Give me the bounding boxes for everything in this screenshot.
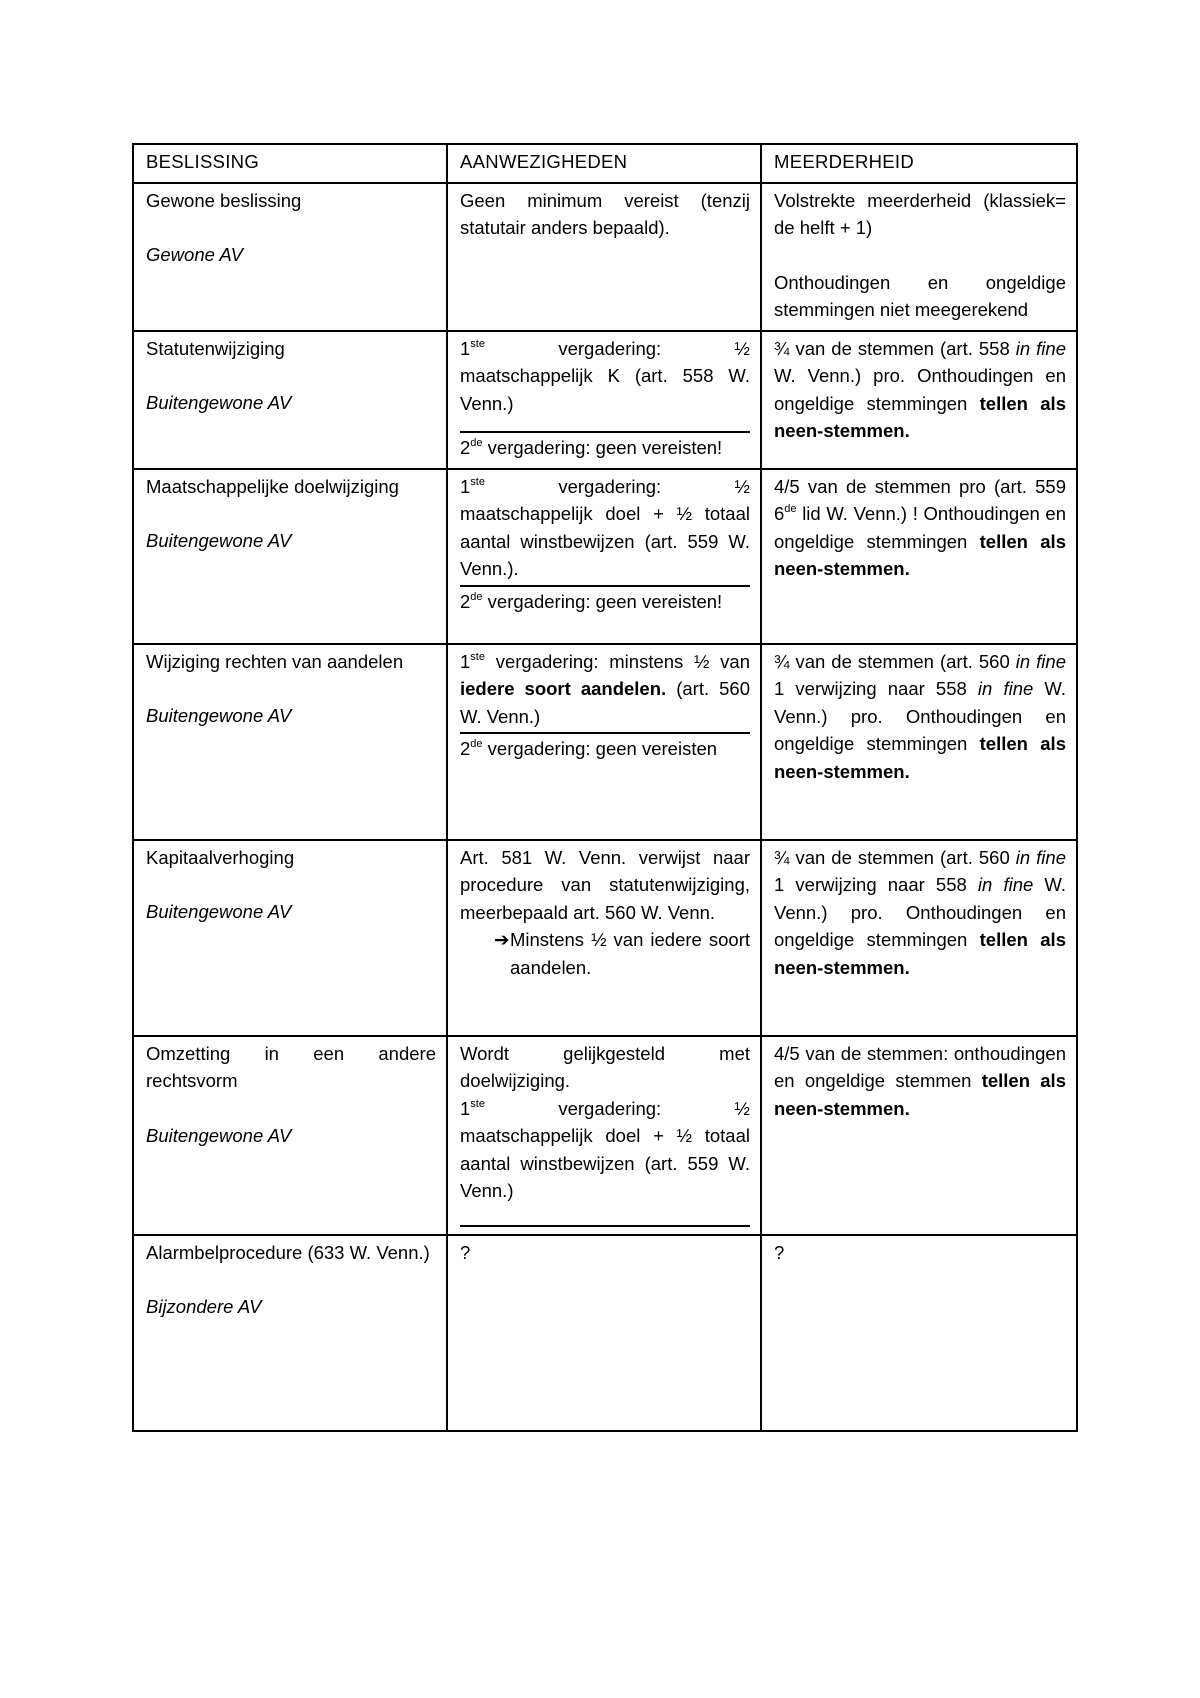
header-beslissing: BESLISSING [133, 144, 447, 183]
majority-cell [761, 331, 1077, 469]
presence-text: ? [460, 1241, 471, 1263]
presence-cell [447, 469, 761, 644]
table-row [133, 840, 1077, 1036]
majority-cell [761, 469, 1077, 644]
first-meeting-text: 1ste vergadering: minstens ½ van iedere soort aandelen. (art. 560 W. Venn.) [460, 650, 750, 727]
table-row [133, 1036, 1077, 1235]
arrow-item [460, 926, 750, 981]
decision-title: Gewone beslissing [146, 189, 302, 211]
second-meeting-text: 2de vergadering: geen vereisten! [460, 590, 723, 612]
majority-text: 4/5 van de stemmen: onthoudingen en ongeldige stemmen tellen als neen-stemmen. [774, 1042, 1066, 1119]
majority-cell [761, 183, 1077, 331]
divider-line [460, 732, 750, 734]
majority-note: Onthoudingen en ongeldige stemmingen niet meegerekend [774, 271, 1066, 320]
table-row [133, 469, 1077, 644]
decision-title: Alarmbelprocedure (633 W. Venn.) [146, 1241, 430, 1263]
presence-cell [447, 1036, 761, 1235]
table-row [133, 644, 1077, 840]
decision-cell [133, 644, 447, 840]
presence-text: Wordt gelijkgesteld met doelwijziging. [460, 1042, 750, 1091]
meeting-type: Buitengewone AV [146, 530, 292, 551]
decision-title: Maatschappelijke doelwijziging [146, 475, 399, 497]
divider-line [460, 431, 750, 433]
decision-cell [133, 469, 447, 644]
decision-cell [133, 1036, 447, 1235]
presence-cell [447, 1235, 761, 1431]
presence-cell [447, 183, 761, 331]
majority-cell [761, 644, 1077, 840]
presence-cell [447, 644, 761, 840]
second-meeting-text: 2de vergadering: geen vereisten! [460, 437, 723, 458]
decision-title: Omzetting in een andere rechtsvorm [146, 1042, 436, 1091]
presence-text: Art. 581 W. Venn. verwijst naar procedure van statutenwijziging, meerbepaald art. 560 W. Venn. [460, 846, 750, 923]
meeting-type: Buitengewone AV [146, 901, 292, 922]
arrow-right-icon: ➔ [494, 929, 510, 950]
table-row [133, 1235, 1077, 1431]
meeting-type: Buitengewone AV [146, 705, 292, 726]
meeting-type: Gewone AV [146, 244, 244, 265]
meeting-type: Buitengewone AV [146, 1124, 292, 1146]
divider-line [460, 585, 750, 587]
decision-cell [133, 183, 447, 331]
decision-title: Wijziging rechten van aandelen [146, 650, 404, 672]
second-meeting-text: 2de vergadering: geen vereisten [460, 738, 718, 759]
first-meeting-text: 1ste vergadering: ½ maatschappelijk doel + ½ totaal aantal winstbewijzen (art. 559 W. Venn.). [460, 475, 750, 579]
decision-cell [133, 331, 447, 469]
majority-text: ? [774, 1241, 785, 1263]
majority-cell [761, 1036, 1077, 1235]
decision-cell [133, 840, 447, 1036]
table-row [133, 183, 1077, 331]
decision-title: Statutenwijziging [146, 337, 285, 359]
majority-text: ¾ van de stemmen (art. 560 in fine 1 verwijzing naar 558 in fine W. Venn.) pro. Onthoudingen en ongeldige stemmingen tellen als neen-stemmen. [774, 846, 1066, 978]
majority-cell [761, 1235, 1077, 1431]
presence-cell [447, 331, 761, 469]
header-meerderheid: MEERDERHEID [761, 144, 1077, 183]
meeting-type: Buitengewone AV [146, 392, 292, 413]
arrow-item-text: Minstens ½ van iedere soort aandelen. [510, 929, 750, 978]
meeting-type: Bijzondere AV [146, 1296, 262, 1317]
majority-text: 4/5 van de stemmen pro (art. 559 6de lid W. Venn.) ! Onthoudingen en ongeldige stemmingen tellen als neen-stemmen. [774, 475, 1066, 579]
table-row [133, 331, 1077, 469]
majority-text: Volstrekte meerderheid (klassiek= de helft + 1) [774, 189, 1066, 238]
majority-text: ¾ van de stemmen (art. 560 in fine 1 verwijzing naar 558 in fine W. Venn.) pro. Onthoudingen en ongeldige stemmingen tellen als neen-stemmen. [774, 650, 1066, 782]
divider-line [460, 1225, 750, 1227]
first-meeting-text: 1ste vergadering: ½ maatschappelijk K (art. 558 W. Venn.) [460, 337, 750, 414]
decision-cell [133, 1235, 447, 1431]
majority-text: ¾ van de stemmen (art. 558 in fine W. Venn.) pro. Onthoudingen en ongeldige stemmingen tellen als neen-stemmen. [774, 337, 1066, 441]
decision-title: Kapitaalverhoging [146, 846, 295, 868]
presence-cell [447, 840, 761, 1036]
presence-text: Geen minimum vereist (tenzij statutair anders bepaald). [460, 189, 750, 238]
first-meeting-text: 1ste vergadering: ½ maatschappelijk doel + ½ totaal aantal winstbewijzen (art. 559 W. Venn.) [460, 1097, 750, 1201]
majority-cell [761, 840, 1077, 1036]
header-aanwezigheden: AANWEZIGHEDEN [447, 144, 761, 183]
decision-table [132, 143, 1078, 1432]
table-header-row [133, 144, 1077, 183]
